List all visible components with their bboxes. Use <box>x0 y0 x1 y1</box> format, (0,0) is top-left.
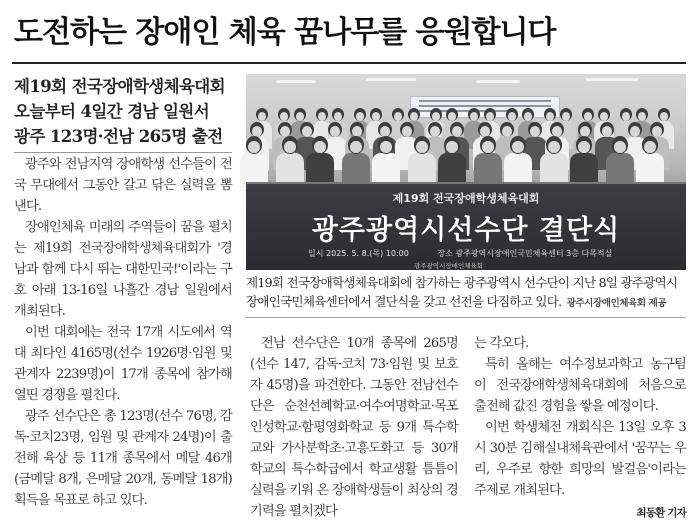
caption-text: 제19회 전국장애학생체육대회에 참가하는 광주광역시 선수단이 지난 8일 광주광역시장애인국민체육센터에서 결단식을 갖고 선전을 다짐하고 있다. <box>246 275 678 309</box>
banner-place: 장소 광주광역시장애인국민체육센터 3층 다목적실 <box>437 249 613 258</box>
ceiling-light <box>476 80 520 83</box>
paragraph: 특히 올해는 여수정보과학고 농구팀이 전국장애학생체육대회에 처음으로 출전해 값진 경험을 쌓을 예정이다. <box>474 357 686 414</box>
subhead-line: 제19회 전국장애학생체육대회 <box>14 77 225 96</box>
paragraph: 이번 학생체전 개회식은 13일 오후 3시 30분 김해실내체육관에서 '꿈꾸는 우리, 우주로 향한 희망의 발걸음'이라는 주제로 개최된다. <box>474 420 686 498</box>
article-column-3 <box>474 333 686 519</box>
banner-info <box>308 248 638 259</box>
paragraph: 광주와 전남지역 장애학생 선수들이 전국 무대에서 그동안 갈고 닦은 실력을 뽐낸다. <box>14 157 232 214</box>
ceiling-light <box>586 78 638 81</box>
paragraph: 는 각오다. <box>474 336 529 351</box>
paragraph: 전남 선수단은 10개 종목에 265명(선수 147, 감독·코치 73·임원 및 보호자 45명)을 파견한다. 그동안 전남선수단은 순천선혜학교·여수여명학교·목포인성학교·함평영화학교 등 9개 특수학교와 가사분학초·고흥도화고 등 30개 학교의 특수학급에서 학교생활 틈틈이 실력을 키워 온 장애학생들이 최상의 경기력을 펼치겠다 <box>250 336 458 519</box>
event-banner <box>246 182 686 270</box>
caption-rule <box>246 317 686 318</box>
headline-rule <box>12 62 686 64</box>
paragraph: 장애인체육 미래의 주역들이 꿈을 펼치는 제19회 전국장애학생체육대회가 '경남과 함께 다시 뛰는 대한민국!'이라는 구호 아래 13-16일 나흘간 경남 일원에서 개최된다. <box>14 220 232 319</box>
article-column-2 <box>250 333 458 519</box>
subhead-line: 오늘부터 4일간 경남 일원서 <box>14 102 210 121</box>
banner-date: 일시 2025. 5. 8.(목) 10:00 <box>308 249 409 258</box>
paragraph: 이번 대회에는 전국 17개 시도에서 역대 최다인 4165명(선수 1926명·임원 및 관계자 2239명)이 17개 종목에 참가해 열띤 경쟁을 펼친다. <box>14 325 232 403</box>
banner-subtitle: 제19회 전국장애학생체육대회 <box>392 192 540 205</box>
headline: 도전하는 장애인 체육 꿈나무를 응원합니다 <box>14 15 556 50</box>
banner-org: 광주광역시장애인체육회 <box>414 262 484 270</box>
news-photo <box>246 74 686 270</box>
photo-credit: 광주시장애인체육회 제공 <box>566 298 667 309</box>
subhead <box>14 74 236 149</box>
ceiling-light <box>366 78 416 81</box>
ceiling-light <box>276 80 316 83</box>
byline: 최동환 기자 <box>636 507 686 519</box>
subhead-rule <box>14 152 232 153</box>
banner-title: 광주광역시선수단 결단식 <box>311 215 621 246</box>
subhead-line: 광주 123명·전남 265명 출전 <box>14 127 223 146</box>
article-column-1 <box>14 154 232 508</box>
photo-caption <box>246 273 686 313</box>
paragraph: 광주 선수단은 총 123명(선수 76명, 감독·코치23명, 임원 및 관계자 24명)이 출전해 육상 등 11개 종목에서 메달 46개(금메달 8개, 은메달 20개, 동메달 18개) 획득을 목표로 하고 있다. <box>14 409 232 508</box>
